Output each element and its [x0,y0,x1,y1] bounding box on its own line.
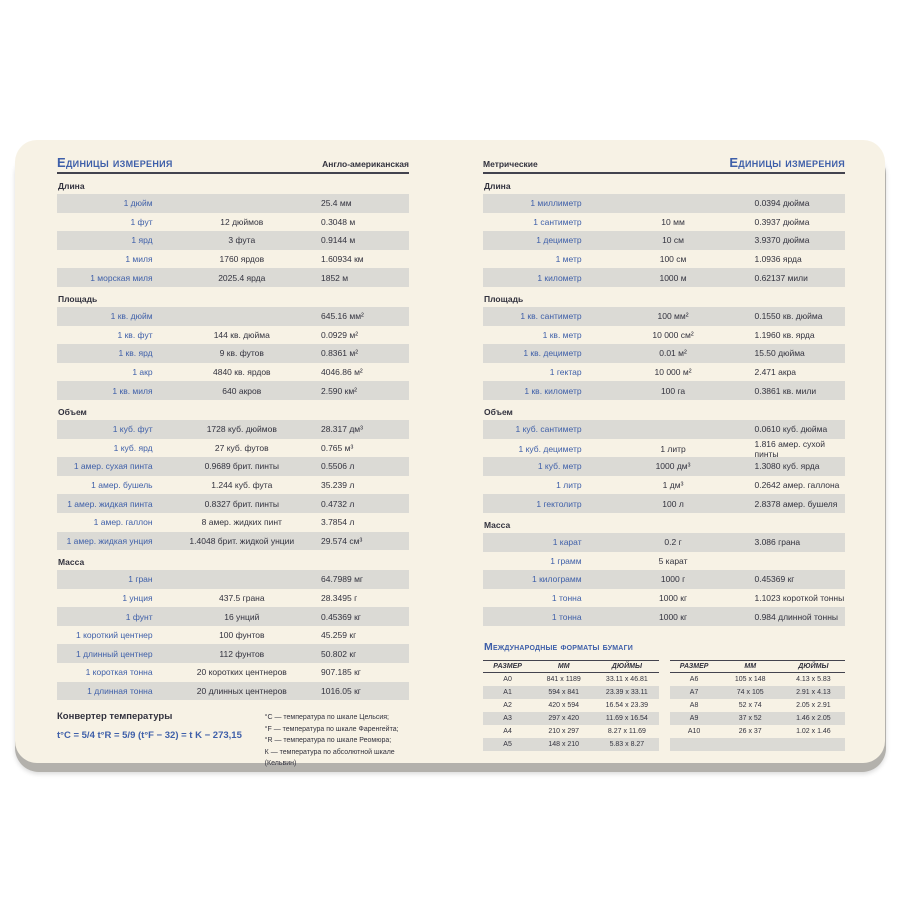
conversion-table [483,533,845,626]
section-title: Масса [484,519,511,530]
table-row [483,570,845,589]
equivalent-cell: 0.9689 брит. пинты [204,461,279,472]
value-cell: 4046.86 м² [320,367,363,378]
paper-row [483,686,659,699]
equivalent-cell: 0.2 г [664,537,682,548]
unit-cell: 1 амер. сухая пинта [73,461,153,472]
conversion-table [483,307,845,400]
equivalent-cell: 100 л [662,498,684,509]
value-cell: 3.9370 дюйма [754,235,810,246]
value-cell: 0.8361 м² [320,348,359,359]
table-row [57,231,409,250]
equivalent-cell: 0.01 м² [659,348,687,359]
value-cell: 1.0936 ярда [754,254,802,265]
conversion-table [57,570,409,700]
value-cell: 1016.05 кг [320,685,361,696]
table-row [483,307,845,326]
inches-cell: 1.46 x 2.05 [796,714,831,722]
header-size: РАЗМЕР [493,662,522,670]
inches-cell: 23.39 x 33.11 [605,688,648,696]
paper-row [670,738,846,751]
unit-cell: 1 акр [132,367,153,378]
equivalent-cell: 100 га [660,385,686,396]
table-row [483,381,845,400]
unit-cell: 1 дециметр [536,235,582,246]
size-cell: A5 [503,740,512,748]
mm-cell: 420 x 594 [548,701,580,709]
unit-cell: 1 короткая тонна [85,667,153,678]
temp-converter-title: Конвертер температуры [57,711,173,723]
paper-row [483,738,659,751]
section-volume-metric [483,407,845,513]
value-cell: 2.471 акра [754,367,797,378]
section-title: Площадь [58,293,98,304]
unit-cell: 1 сантиметр [533,216,582,227]
section-mass-imperial [57,557,409,700]
equivalent-cell: 100 фунтов [219,630,265,641]
table-row [483,552,845,571]
unit-cell: 1 куб. фут [112,424,153,435]
header-mm: ММ [557,662,570,670]
value-cell: 0.0610 куб. дюйма [754,424,828,435]
mm-cell: 594 x 841 [548,688,580,696]
value-cell: 28.317 дм³ [320,424,363,435]
section-length-metric [483,181,845,287]
paper-row [483,673,659,686]
equivalent-cell: 1000 г [660,574,686,585]
conversion-table [57,420,409,550]
value-cell: 0.1550 кв. дюйма [754,311,823,322]
page-subtitle: Англо-американская [322,159,409,169]
unit-cell: 1 длинный центнер [75,648,153,659]
table-row [57,194,409,213]
equivalent-cell: 1.244 куб. фута [211,480,273,491]
unit-cell: 1 кв. фут [117,329,153,340]
table-row [57,381,409,400]
table-row [57,213,409,232]
value-cell: 0.765 м³ [320,442,354,453]
paper-row [483,699,659,712]
paper-row [670,686,846,699]
table-row [57,682,409,701]
value-cell: 0.3861 кв. мили [754,385,817,396]
paper-row [483,725,659,738]
unit-cell: 1 километр [537,272,582,283]
mm-cell: 841 x 1189 [546,675,581,683]
value-cell: 35.239 л [320,480,355,491]
table-row [483,344,845,363]
unit-cell: 1 кв. миля [112,385,153,396]
value-cell: 1.816 амер. сухой пинты [754,438,825,459]
equivalent-cell: 10 000 см² [652,329,694,340]
equivalent-cell: 100 см [659,254,687,265]
unit-cell: 1 амер. бушель [91,480,153,491]
value-cell: 0.3048 м [320,216,356,227]
table-row [483,363,845,382]
unit-cell: 1 тонна [551,611,582,622]
equivalent-cell: 1728 куб. дюймов [206,424,277,435]
temp-note-line: К — температура по абсолютной шкале (Кельвин) [264,748,395,768]
table-row [57,494,409,513]
unit-cell: 1 кв. метр [542,329,582,340]
equivalent-cell: 9 кв. футов [219,348,264,359]
header-inches: ДЮЙМЫ [611,662,642,670]
table-row [483,420,845,439]
table-row [57,326,409,345]
table-row [57,250,409,269]
unit-cell: 1 гектар [549,367,582,378]
table-row [483,326,845,345]
section-title: Площадь [484,293,524,304]
notebook-spread [15,140,885,768]
temperature-converter [57,711,409,768]
mm-cell: 210 x 297 [548,727,580,735]
paper-table-a0-a5 [483,660,659,751]
inches-cell: 2.91 x 4.13 [796,688,831,696]
unit-cell: 1 кв. сантиметр [520,311,582,322]
paper-row [670,725,846,738]
conversion-table [483,420,845,513]
page-title: Единицы измерения [57,155,173,170]
mm-cell: 37 x 52 [738,714,762,722]
value-cell: 0.62137 мили [754,272,808,283]
mm-cell: 26 x 37 [738,727,762,735]
equivalent-cell: 144 кв. дюйма [213,329,270,340]
inches-cell: 4.13 x 5.83 [796,675,831,683]
value-cell: 0.5506 л [320,461,355,472]
value-cell: 0.9144 м [320,235,356,246]
right-page [483,154,845,751]
paper-formats-section [483,641,845,751]
value-cell: 64.7989 мг [320,574,364,585]
value-cell: 907.185 кг [320,667,361,678]
value-cell: 0.45369 кг [320,611,361,622]
value-cell: 29.574 см³ [320,535,363,546]
equivalent-cell: 20 коротких центнеров [196,667,287,678]
table-row [57,532,409,551]
unit-cell: 1 дюйм [123,198,153,209]
value-cell: 0.2642 амер. галлона [754,480,840,491]
equivalent-cell: 2025.4 ярда [218,272,266,283]
mm-cell: 297 x 420 [548,714,580,722]
equivalent-cell: 1 дм³ [662,480,684,491]
section-volume-imperial [57,407,409,550]
equivalent-cell: 1000 м [659,272,687,283]
equivalent-cell: 437.5 грана [218,592,265,603]
table-row [483,194,845,213]
equivalent-cell: 10 000 м² [654,367,692,378]
table-row [57,589,409,608]
paper-table-body [670,673,846,751]
unit-cell: 1 кв. дециметр [523,348,582,359]
value-cell: 2.8378 амер. бушеля [754,498,838,509]
value-cell: 0.984 длинной тонны [754,611,839,622]
unit-cell: 1 куб. метр [537,461,582,472]
unit-cell: 1 амер. жидкая пинта [67,498,153,509]
size-cell: A2 [503,701,512,709]
value-cell: 1.60934 км [320,254,364,265]
section-area-metric [483,294,845,400]
unit-cell: 1 куб. дециметр [518,443,582,454]
unit-cell: 1 кв. дюйм [110,311,153,322]
paper-table-a6-a10 [670,660,846,751]
table-row [483,607,845,626]
temp-converter-formula: t°C = 5/4 t°R = 5/9 (t°F − 32) = t K − 273,15 [57,730,242,742]
paper-row [483,712,659,725]
unit-cell: 1 ярд [131,235,153,246]
temp-note-line: °R — температура по шкале Реомюра; [264,737,392,745]
paper-row [670,712,846,725]
section-area-imperial [57,294,409,400]
section-title: Длина [58,181,85,191]
unit-cell: 1 килограмм [532,574,582,585]
value-cell: 3.7854 л [320,517,355,528]
value-cell: 1.3080 куб. ярда [754,461,820,472]
conversion-table [57,194,409,287]
section-length-imperial [57,181,409,287]
size-cell: A3 [503,714,512,722]
size-cell: A4 [503,727,512,735]
table-row [57,344,409,363]
unit-cell: 1 амер. жидкая унция [66,535,153,546]
size-cell: A1 [503,688,512,696]
unit-cell: 1 тонна [551,592,582,603]
value-cell: 0.4732 л [320,498,355,509]
value-cell: 28.3495 г [320,592,358,603]
inches-cell: 8.27 x 11.69 [607,727,646,735]
value-cell: 50.802 кг [320,648,357,659]
mm-cell: 74 x 105 [736,688,764,696]
paper-table-body [483,673,659,751]
value-cell: 645.16 мм² [320,311,364,322]
header-inches: ДЮЙМЫ [798,662,829,670]
unit-cell: 1 куб. ярд [113,442,153,453]
temp-converter-notes [265,712,409,770]
table-row [57,570,409,589]
left-page-header [57,154,409,174]
size-cell: A10 [687,727,701,735]
unit-cell: 1 кв. ярд [118,348,153,359]
value-cell: 1.1023 короткой тонны [754,592,845,603]
table-row [57,268,409,287]
section-title: Масса [58,557,85,568]
mm-cell: 105 x 148 [734,675,766,683]
temp-note-line: °C — температура по шкале Цельсия; [264,714,389,722]
mm-cell: 52 x 74 [738,701,762,709]
equivalent-cell: 16 унций [224,611,260,622]
equivalent-cell: 27 куб. футов [214,442,269,453]
table-row [483,494,845,513]
table-row [57,420,409,439]
equivalent-cell: 3 фута [228,235,256,246]
table-row [57,626,409,645]
equivalent-cell: 20 длинных центнеров [196,685,287,696]
conversion-table [57,307,409,400]
size-cell: A0 [503,675,512,683]
equivalent-cell: 8 амер. жидких пинт [201,517,282,528]
table-row [483,533,845,552]
equivalent-cell: 4840 кв. ярдов [213,367,271,378]
value-cell: 0.0394 дюйма [754,198,810,209]
header-size: РАЗМЕР [679,662,709,670]
equivalent-cell: 0.8327 брит. пинты [204,498,279,509]
unit-cell: 1 гектолитр [536,498,582,509]
table-row [57,476,409,495]
unit-cell: 1 короткий центнер [75,630,153,641]
inches-cell: 5.83 x 8.27 [609,740,645,748]
equivalent-cell: 112 фунтов [219,648,265,659]
unit-cell: 1 миллиметр [530,198,582,209]
value-cell: 3.086 грана [754,537,801,548]
unit-cell: 1 кв. километр [524,385,582,396]
left-page [57,154,409,768]
unit-cell: 1 грамм [550,555,582,566]
conversion-table [483,194,845,287]
value-cell: 1.1960 кв. ярда [754,329,815,340]
inches-cell: 16.54 x 23.39 [605,701,649,709]
value-cell: 0.3937 дюйма [754,216,810,227]
inches-cell: 11.69 x 16.54 [605,714,648,722]
unit-cell: 1 унция [122,592,153,603]
unit-cell: 1 фунт [125,611,153,622]
value-cell: 45.259 кг [320,630,357,641]
table-row [483,439,845,458]
right-page-header [483,154,845,174]
size-cell: A9 [689,714,699,722]
unit-cell: 1 литр [556,480,582,491]
unit-cell: 1 морская миля [90,272,153,283]
value-cell: 2.590 км² [320,385,358,396]
unit-cell: 1 фут [130,216,153,227]
paper-formats-title: Международные форматы бумаги [484,640,633,653]
size-cell: A6 [689,675,699,683]
table-row [483,213,845,232]
unit-cell: 1 миля [125,254,153,265]
paper-row [670,673,846,686]
table-row [483,250,845,269]
value-cell: 25.4 мм [320,198,352,209]
inches-cell: 2.05 x 2.91 [796,701,831,709]
table-row [483,268,845,287]
section-title: Объем [58,406,87,417]
page-title: Единицы измерения [729,155,845,170]
paper-table-header [670,660,846,673]
size-cell: A7 [689,688,699,696]
unit-cell: 1 длинная тонна [87,685,153,696]
section-mass-metric [483,520,845,626]
table-row [57,663,409,682]
mm-cell: 148 x 210 [548,740,580,748]
value-cell: 0.0929 м² [320,329,359,340]
equivalent-cell: 640 акров [222,385,262,396]
equivalent-cell: 1000 кг [658,592,688,603]
equivalent-cell: 1.4048 брит. жидкой унции [189,535,295,546]
table-row [57,607,409,626]
table-row [57,644,409,663]
equivalent-cell: 1 литр [660,443,686,454]
table-row [57,513,409,532]
section-title: Объем [484,406,513,417]
unit-cell: 1 карат [552,537,582,548]
table-row [483,457,845,476]
table-row [57,439,409,458]
table-row [57,307,409,326]
equivalent-cell: 1000 кг [658,611,688,622]
equivalent-cell: 100 мм² [657,311,689,322]
unit-cell: 1 гран [128,574,153,585]
equivalent-cell: 10 см [662,235,684,246]
paper-table-header [483,660,659,673]
header-mm: ММ [744,662,757,670]
page-subtitle: Метрические [483,159,538,169]
table-row [483,231,845,250]
table-row [57,457,409,476]
size-cell: A8 [689,701,699,709]
equivalent-cell: 10 мм [661,216,685,227]
table-row [483,476,845,495]
table-row [483,589,845,608]
table-row [57,363,409,382]
paper-row [670,699,846,712]
value-cell: 0.45369 кг [754,574,795,585]
paper-format-tables [483,660,845,751]
equivalent-cell: 1760 ярдов [219,254,265,265]
equivalent-cell: 1000 дм³ [655,461,691,472]
inches-cell: 1.02 x 1.46 [796,727,831,735]
value-cell: 15.50 дюйма [754,348,805,359]
inches-cell: 33.11 x 46.81 [605,675,648,683]
temp-note-line: °F — температура по шкале Фаренгейта; [264,725,399,733]
equivalent-cell: 12 дюймов [220,216,264,227]
equivalent-cell: 5 карат [658,555,688,566]
section-title: Длина [484,181,511,191]
unit-cell: 1 куб. сантиметр [515,424,582,435]
unit-cell: 1 метр [555,254,582,265]
value-cell: 1852 м [320,272,349,283]
unit-cell: 1 амер. галлон [93,517,153,528]
